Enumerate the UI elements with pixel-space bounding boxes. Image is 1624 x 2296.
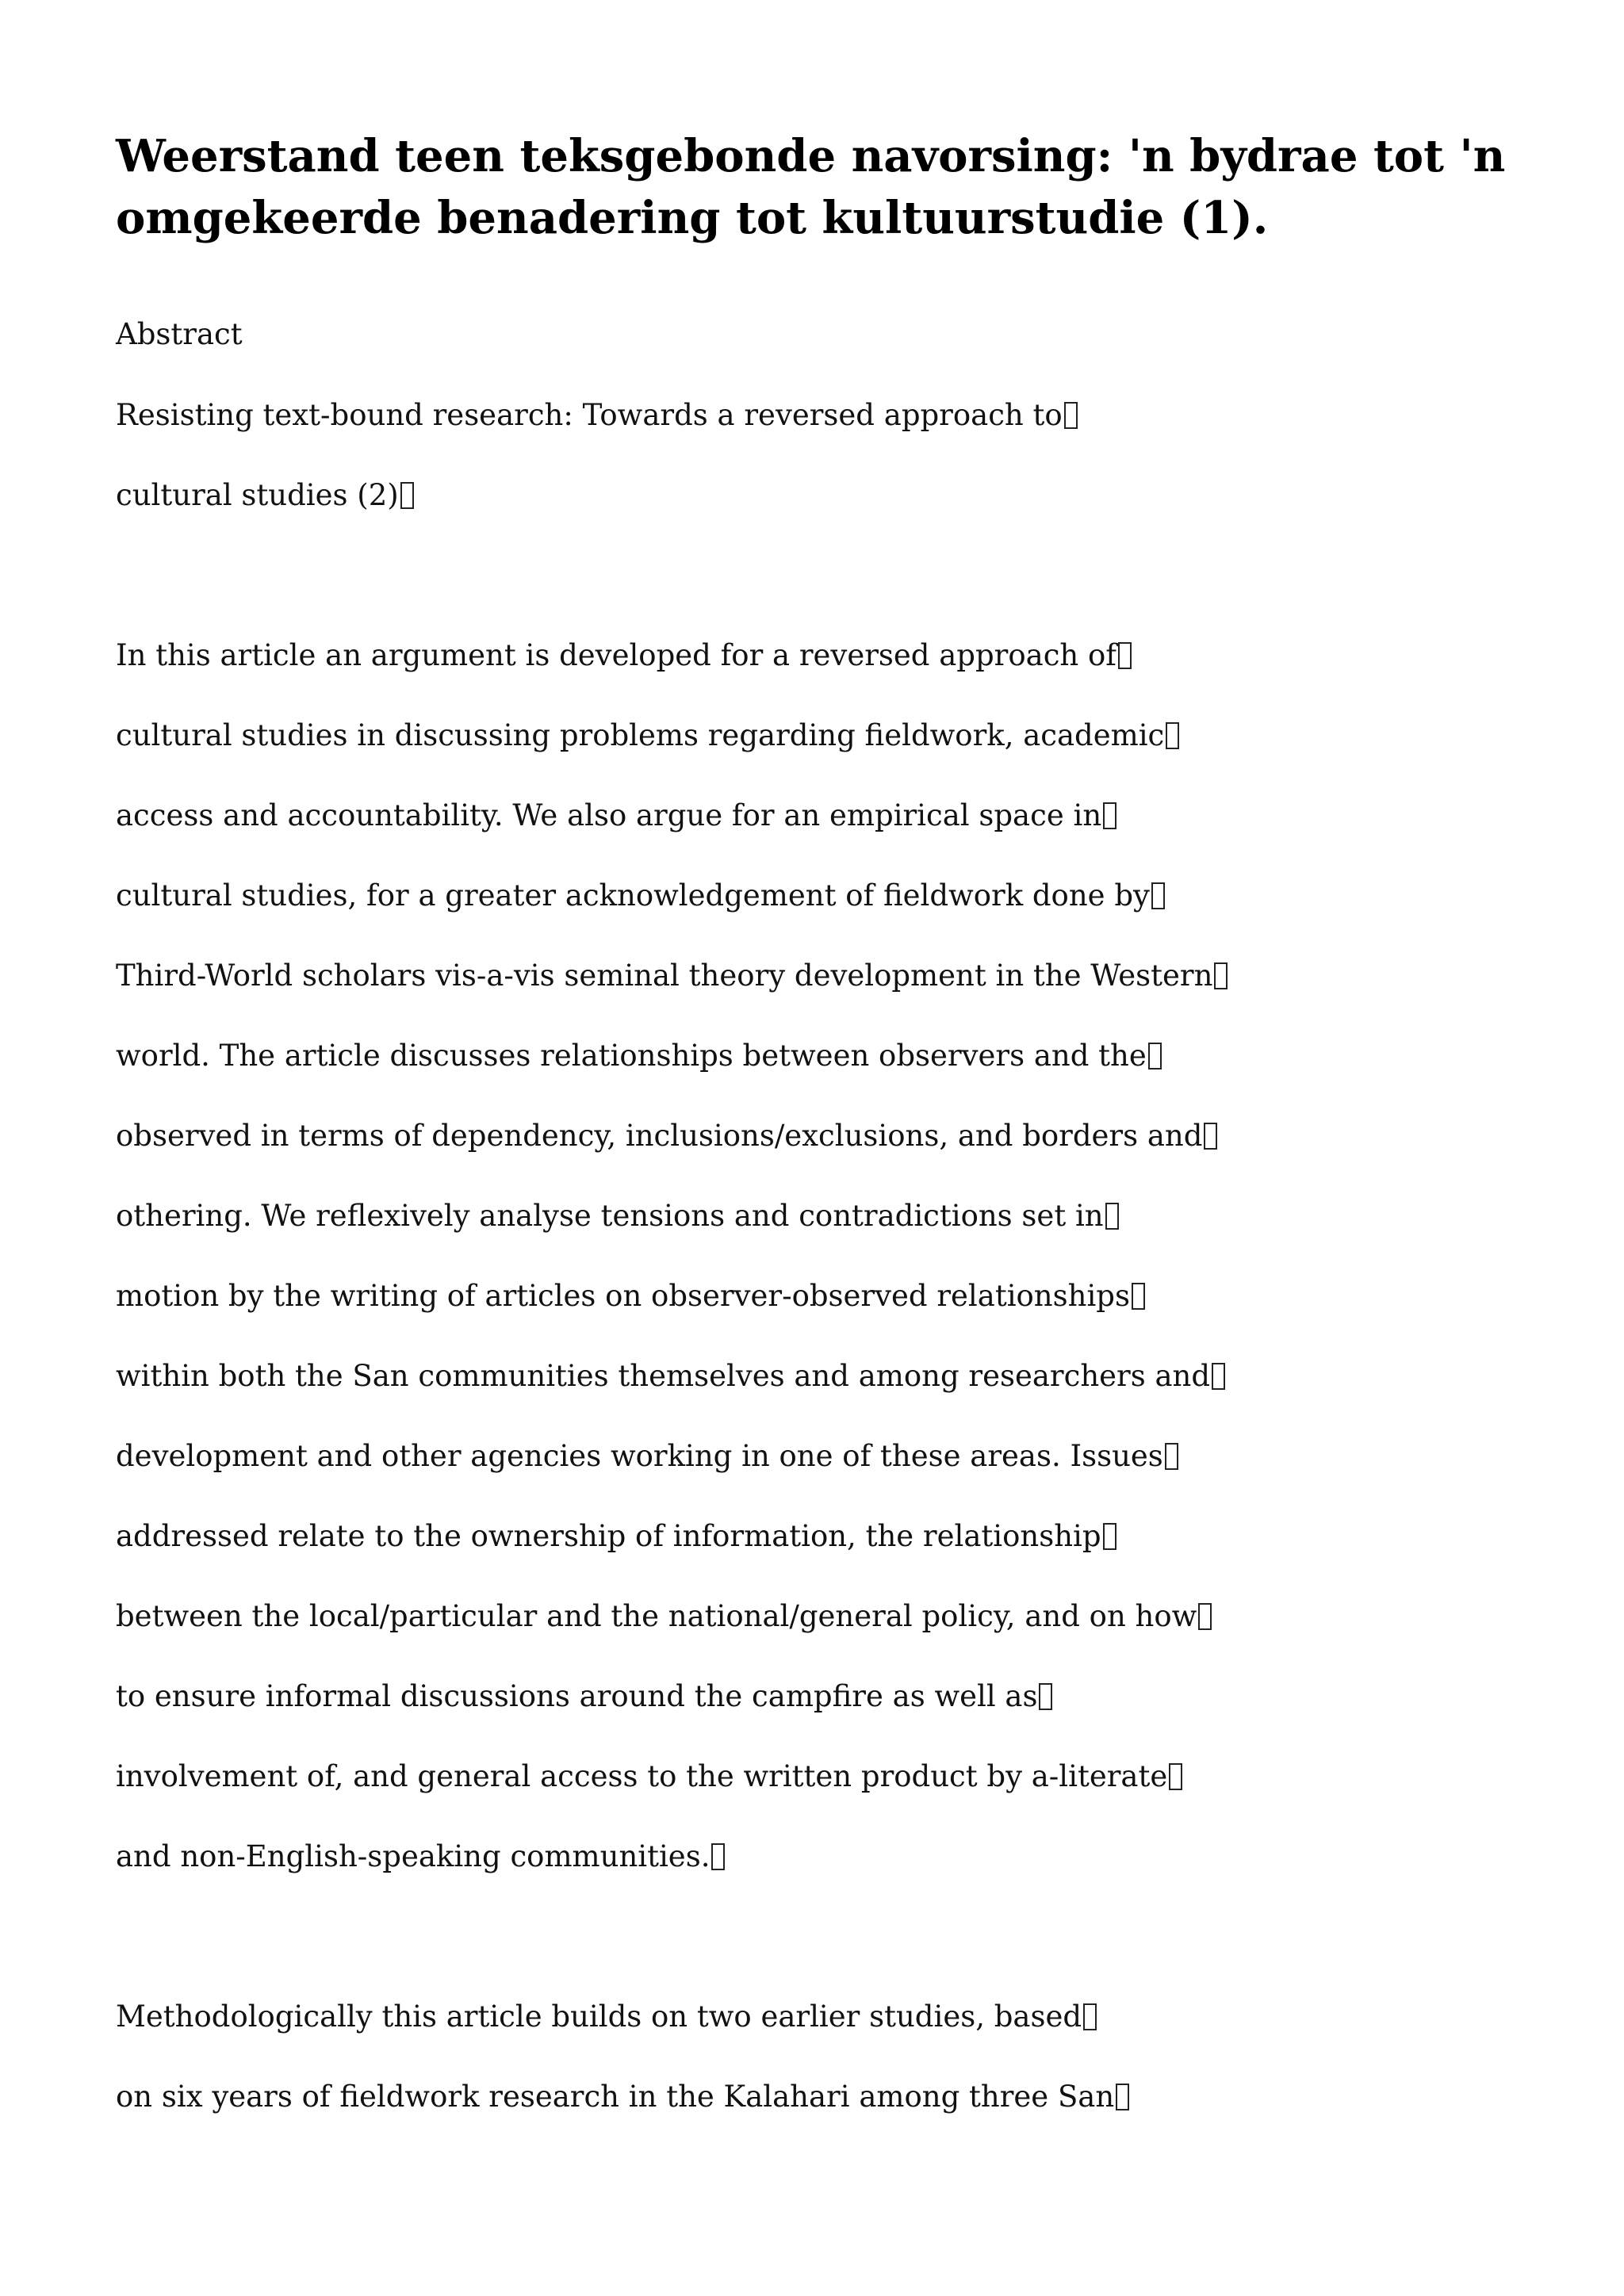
missing-glyph-icon <box>711 1843 725 1870</box>
missing-glyph-icon <box>1204 1123 1217 1150</box>
paragraph-line <box>116 1279 1145 1314</box>
paragraph-line <box>116 2080 1129 2114</box>
missing-glyph-icon <box>1169 1763 1182 1790</box>
line-text: cultural studies, for a greater acknowledgement of fieldwork done by <box>116 878 1150 913</box>
missing-glyph-icon <box>1105 1203 1119 1230</box>
line-text: within both the San communities themselves and among researchers and <box>116 1359 1211 1393</box>
missing-glyph-icon <box>1116 2084 1129 2110</box>
missing-glyph-icon <box>1198 1603 1212 1630</box>
paragraph-line <box>116 1359 1225 1394</box>
missing-glyph-icon <box>1132 1283 1145 1310</box>
missing-glyph-icon <box>1103 802 1116 829</box>
line-text: addressed relate to the ownership of information, the relationship <box>116 1519 1101 1553</box>
line-text: between the local/particular and the national/general policy, and on how <box>116 1599 1197 1633</box>
paragraph-line <box>116 718 1179 753</box>
missing-glyph-icon <box>1064 402 1078 429</box>
abstract-heading: Abstract <box>116 317 243 351</box>
line-text: world. The article discusses relationships between observers and the <box>116 1039 1147 1073</box>
missing-glyph-icon <box>1118 642 1132 669</box>
paragraph-line <box>116 1999 1097 2034</box>
missing-glyph-icon <box>1103 1523 1116 1550</box>
line-text: development and other agencies working in one of these areas. Issues <box>116 1439 1163 1473</box>
english-title-line <box>116 478 414 513</box>
paragraph-line <box>116 798 1116 833</box>
missing-glyph-icon <box>1165 1443 1178 1470</box>
line-text: involvement of, and general access to the written product by a-literate <box>116 1759 1168 1793</box>
line-text: on six years of fieldwork research in the Kalahari among three San <box>116 2080 1115 2114</box>
paragraph-line <box>116 638 1132 673</box>
paragraph-line <box>116 1759 1182 1794</box>
line-text: othering. We reflexively analyse tensions and contradictions set in <box>116 1199 1104 1233</box>
missing-glyph-icon <box>1039 1683 1052 1710</box>
paragraph-line <box>116 878 1165 913</box>
paragraph-line <box>116 1439 1178 1474</box>
english-title-line <box>116 398 1078 433</box>
missing-glyph-icon <box>400 482 414 509</box>
paragraph-line <box>116 1039 1162 1073</box>
paragraph-line <box>116 1199 1119 1234</box>
line-text: observed in terms of dependency, inclusions/exclusions, and borders and <box>116 1119 1203 1153</box>
missing-glyph-icon <box>1214 962 1228 989</box>
missing-glyph-icon <box>1212 1363 1225 1390</box>
line-text: Resisting text-bound research: Towards a reversed approach to <box>116 398 1063 432</box>
line-text: and non-English-speaking communities. <box>116 1839 710 1873</box>
line-text: access and accountability. We also argue for an empirical space in <box>116 798 1102 832</box>
line-text: cultural studies in discussing problems regarding fieldwork, academic <box>116 718 1165 752</box>
paragraph-line <box>116 1679 1052 1714</box>
paragraph-line <box>116 1119 1217 1154</box>
line-text: cultural studies (2) <box>116 478 399 512</box>
paragraph-line <box>116 1839 725 1874</box>
line-text: to ensure informal discussions around the campfire as well as <box>116 1679 1038 1713</box>
missing-glyph-icon <box>1083 2003 1097 2030</box>
missing-glyph-icon <box>1166 722 1179 749</box>
missing-glyph-icon <box>1148 1043 1162 1070</box>
paragraph-line <box>116 1519 1116 1554</box>
line-text: Third-World scholars vis-a-vis seminal theory development in the Western <box>116 959 1213 993</box>
line-text: motion by the writing of articles on observer-observed relationships <box>116 1279 1130 1313</box>
line-text: In this article an argument is developed for a reversed approach of <box>116 638 1116 672</box>
missing-glyph-icon <box>1151 882 1165 909</box>
line-text: Methodologically this article builds on two earlier studies, based <box>116 1999 1082 2034</box>
paragraph-line <box>116 1599 1212 1634</box>
document-title: Weerstand teen teksgebonde navorsing: 'n bydrae tot 'n omgekeerde benadering tot kultuurstudie (1). <box>116 130 1506 244</box>
paragraph-line <box>116 959 1228 993</box>
